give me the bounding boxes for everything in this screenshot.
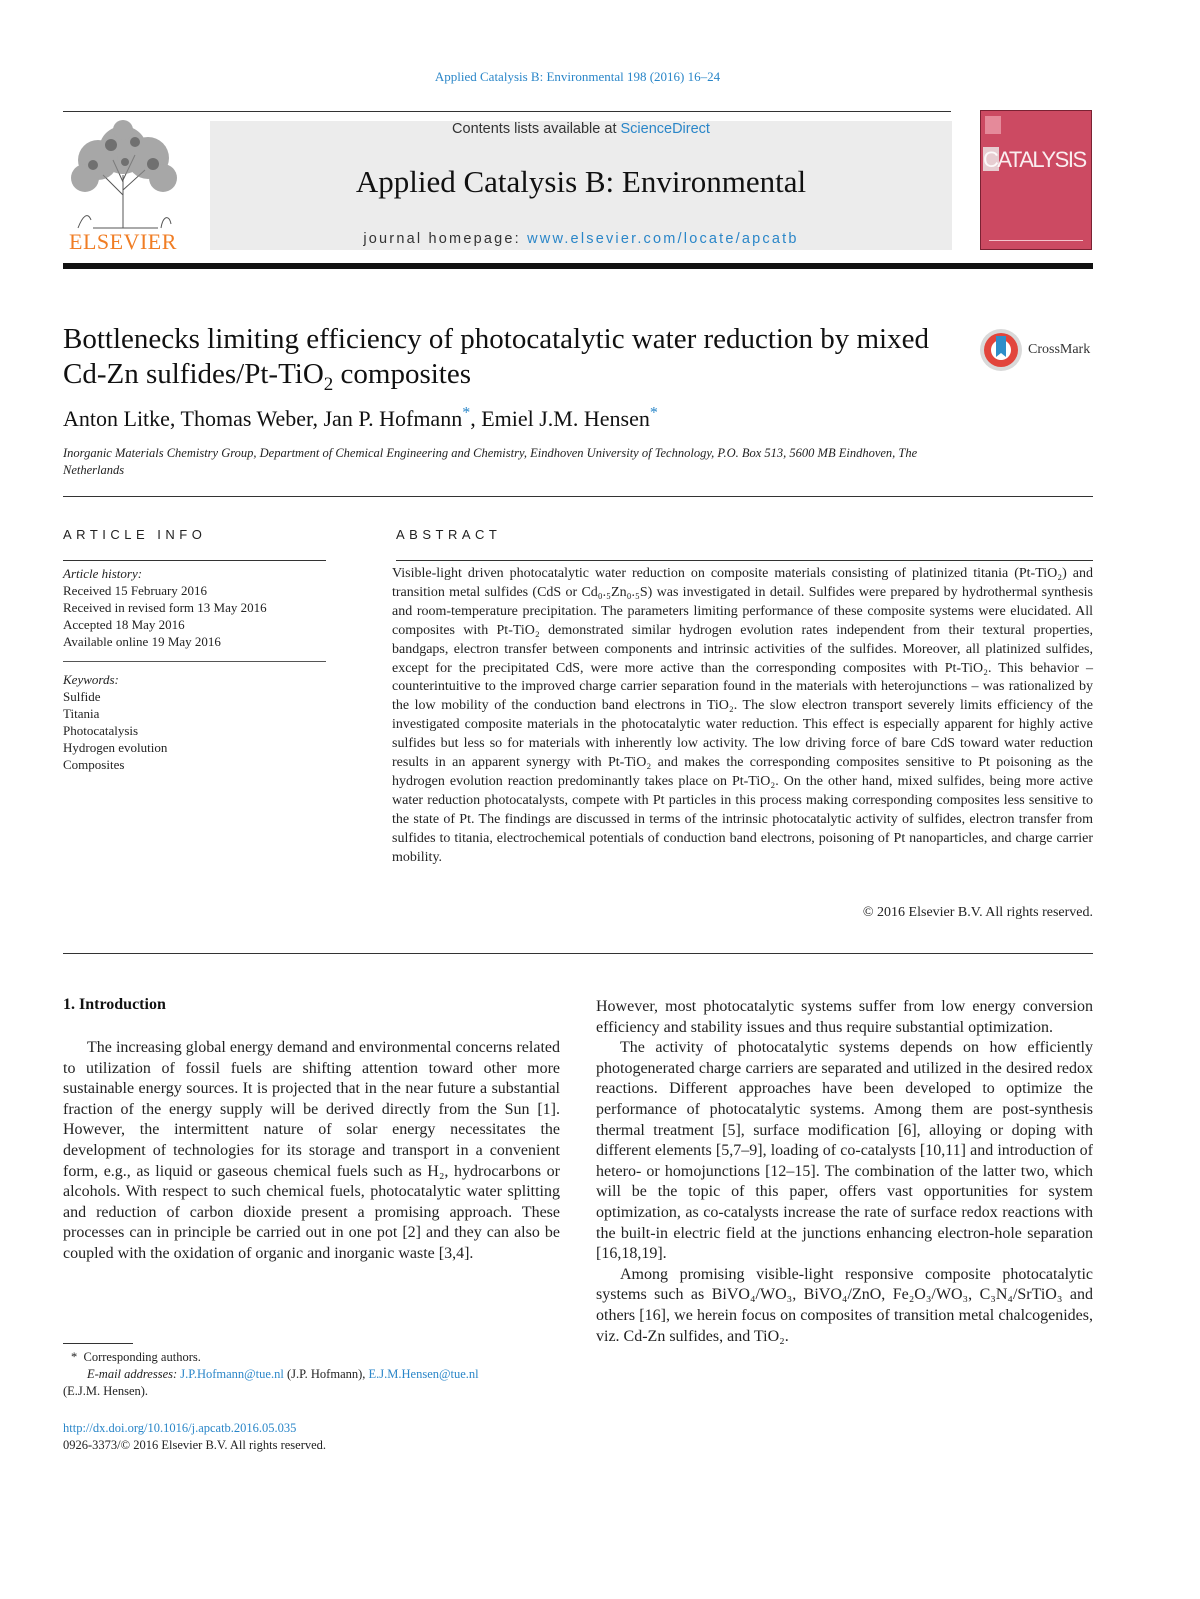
issn-line: 0926-3373/© 2016 Elsevier B.V. All rights reserved. bbox=[63, 1438, 327, 1452]
keywords bbox=[63, 671, 167, 773]
cover-title: CATALYSIS bbox=[983, 147, 1086, 172]
elsevier-tree-logo[interactable] bbox=[63, 120, 183, 255]
corresponding-footnote bbox=[63, 1349, 560, 1366]
history-item: Accepted 18 May 2016 bbox=[63, 617, 185, 632]
email-link-hofmann[interactable]: J.P.Hofmann@tue.nl bbox=[180, 1367, 284, 1381]
crossmark-button[interactable] bbox=[978, 327, 1098, 373]
homepage-line bbox=[210, 231, 952, 247]
header-thick-rule bbox=[63, 263, 1093, 269]
article-info-heading: ARTICLE INFO bbox=[63, 527, 207, 542]
journal-name: Applied Catalysis B: Environmental bbox=[355, 164, 807, 199]
abstract-heading: ABSTRACT bbox=[396, 527, 502, 542]
divider bbox=[396, 560, 1093, 561]
body-column-left bbox=[63, 1038, 560, 1265]
keyword-item: Sulfide bbox=[63, 689, 101, 704]
keyword-item: Titania bbox=[63, 706, 100, 721]
history-item: Received 15 February 2016 bbox=[63, 583, 208, 598]
contents-prefix: Contents lists available at bbox=[452, 121, 621, 137]
email-label: E-mail addresses: bbox=[87, 1367, 178, 1381]
tree-icon bbox=[63, 120, 183, 230]
email-footnote bbox=[63, 1366, 560, 1383]
homepage-prefix: journal homepage: bbox=[363, 231, 528, 247]
keyword-item: Hydrogen evolution bbox=[63, 740, 168, 755]
keyword-item: Composites bbox=[63, 757, 125, 772]
cover-emblem bbox=[985, 116, 1001, 134]
body-column-right bbox=[596, 997, 1093, 1347]
history-item: Available online 19 May 2016 bbox=[63, 634, 221, 649]
email-owner: (J.P. Hofmann), bbox=[283, 1367, 369, 1381]
section-heading-introduction: 1. Introduction bbox=[63, 996, 166, 1013]
keywords-label: Keywords: bbox=[63, 672, 119, 687]
journal-citation[interactable]: Applied Catalysis B: Environmental 198 (2016) 16–24 bbox=[434, 69, 721, 84]
intro-paragraph: Among promising visible-light responsive composite photocatalytic systems such as BiVO₄/WO₃, BiVO₄/ZnO, Fe₂O₃/WO₃, C₃N₄/SrTiO₃ and others [16], we herein focus on composites of transition metal chalcogenides, viz. Cd-Zn sulfides, and TiO₂. bbox=[596, 1265, 1093, 1345]
header-rule bbox=[63, 111, 951, 112]
title-text: Bottlenecks limiting efficiency of photocatalytic water reduction by mixed Cd-Zn sulfides/Pt-TiO bbox=[63, 323, 929, 390]
article-history bbox=[63, 565, 267, 650]
footnotes bbox=[63, 1349, 560, 1400]
divider bbox=[63, 661, 326, 662]
elsevier-wordmark: ELSEVIER bbox=[69, 229, 177, 254]
email-owner-2: (E.J.M. Hensen). bbox=[63, 1384, 149, 1398]
journal-cover-thumbnail[interactable] bbox=[980, 110, 1092, 250]
abstract-copyright: © 2016 Elsevier B.V. All rights reserved. bbox=[862, 905, 1093, 920]
author-list bbox=[63, 406, 658, 432]
divider bbox=[63, 496, 1093, 497]
cover-line bbox=[989, 240, 1083, 241]
history-label: Article history: bbox=[63, 566, 143, 581]
authors-part-1: Anton Litke, Thomas Weber, Jan P. Hofmann bbox=[63, 406, 463, 431]
footnote-rule bbox=[63, 1343, 133, 1344]
keyword-item: Photocatalysis bbox=[63, 723, 139, 738]
divider bbox=[63, 560, 326, 561]
crossmark-icon bbox=[978, 327, 1024, 373]
contents-line bbox=[210, 121, 952, 137]
footnote-mark: * bbox=[71, 1350, 78, 1364]
sciencedirect-link[interactable]: ScienceDirect bbox=[620, 121, 710, 137]
corresponding-mark[interactable]: * bbox=[462, 404, 471, 422]
doi-link[interactable]: http://dx.doi.org/10.1016/j.apcatb.2016.05.035 bbox=[63, 1421, 297, 1435]
corresponding-text: Corresponding authors. bbox=[83, 1350, 201, 1364]
crossmark-label: CrossMark bbox=[1028, 342, 1091, 357]
history-item: Received in revised form 13 May 2016 bbox=[63, 600, 267, 615]
title-text-end: composites bbox=[333, 358, 472, 390]
divider bbox=[63, 953, 1093, 954]
homepage-link[interactable]: www.elsevier.com/locate/apcatb bbox=[527, 231, 799, 247]
corresponding-mark[interactable]: * bbox=[649, 404, 658, 422]
intro-paragraph: The activity of photocatalytic systems depends on how efficiently photogenerated charge carriers are separated and utilized in the desired redox reactions. Different approaches have been developed to optimize the performance of photocatalytic systems. Among them are post-synthesis thermal treatment [5], surface modification [6], alloying or doping with different elements [5,7–9], loading of co-catalysts [10,11] and introduction of hetero- or homojunctions [12–15]. The combination of the latter two, which will be the topic of this paper, offers vast opportunities for system optimization, as co-catalysts increase the rate of surface redox reactions with the built-in electric field at the junctions enhancing electron-hole separation [16,18,19]. bbox=[596, 1039, 1093, 1263]
affiliation: Inorganic Materials Chemistry Group, Department of Chemical Engineering and Chemistry, Eindhoven University of Technology, P.O. Box 513, 5600 MB Eindhoven, The Netherlands bbox=[63, 446, 918, 477]
intro-paragraph: The increasing global energy demand and environmental concerns related to utilization of fossil fuels are shifting attention toward other more sustainable energy sources. It is projected that in the near future a substantial fraction of the energy supply will be derived directly from the Sun [1]. However, the intermittent nature of solar energy necessitates the development of technologies for its storage and transport in a convenient form, e.g., as liquid or gaseous chemical fuels such as H₂, hydrocarbons or alcohols. With respect to such chemical fuels, photocatalytic water splitting and reduction of carbon dioxide present a promising approach. These processes can in principle be carried out in one pot [2] and they can also be coupled with the oxidation of organic and inorganic waste [3,4]. bbox=[63, 1039, 560, 1262]
abstract-text: Visible-light driven photocatalytic water reduction on composite materials consisting of platinized titania (Pt-TiO₂) and transition metal sulfides (CdS or Cd₀.₅Zn₀.₅S) was investigated in detail. Sulfides were prepared by hydrothermal synthesis and room-temperature precipitation. The parameters limiting performance of these composite systems were elucidated. All composites with Pt-TiO₂ demonstrated similar hydrogen evolution rates independent from their textural properties, bandgaps, electron transfer between components and intrinsic activities of the sulfides. Moreover, all platinized sulfides, except for the precipitated CdS, were more active than the corresponding composites with Pt-TiO₂. This behavior – counterintuitive to the improved charge carrier separation found in the materials with heterojunctions – was rationalized by the low mobility of the conduction band electrons in TiO₂. The slow electron transport severely limits efficiency of the investigated composite materials in the photocatalytic water reduction. This effect is especially apparent for highly active sulfides but less so for materials with inherently low activity. The low driving force of bare CdS toward water reduction results in an apparent synergy with Pt-TiO₂ and makes the corresponding composites sensitive to Pt poisoning as the hydrogen evolution reaction predominantly takes place on Pt-TiO₂. On the other hand, mixed sulfides, being more active water reduction photocatalysts, compete with Pt particles in this process making corresponding composites less sensitive to the state of Pt. The findings are discussed in terms of the intrinsic photocatalytic activity of sulfides, electron transfer from sulfides to titania, electrochemical potentials of conduction band electrons, poisoning of Pt nanoparticles, and charge carrier mobility. bbox=[392, 566, 1093, 865]
article-title bbox=[63, 322, 943, 402]
title-subscript: 2 bbox=[323, 373, 334, 395]
email-link-hensen[interactable]: E.J.M.Hensen@tue.nl bbox=[368, 1367, 479, 1381]
journal-masthead bbox=[210, 121, 952, 250]
authors-part-2: , Emiel J.M. Hensen bbox=[470, 406, 650, 431]
intro-paragraph: However, most photocatalytic systems suffer from low energy conversion efficiency and stability issues and thus require substantial optimization. bbox=[596, 998, 1093, 1036]
doi-block bbox=[63, 1420, 326, 1454]
